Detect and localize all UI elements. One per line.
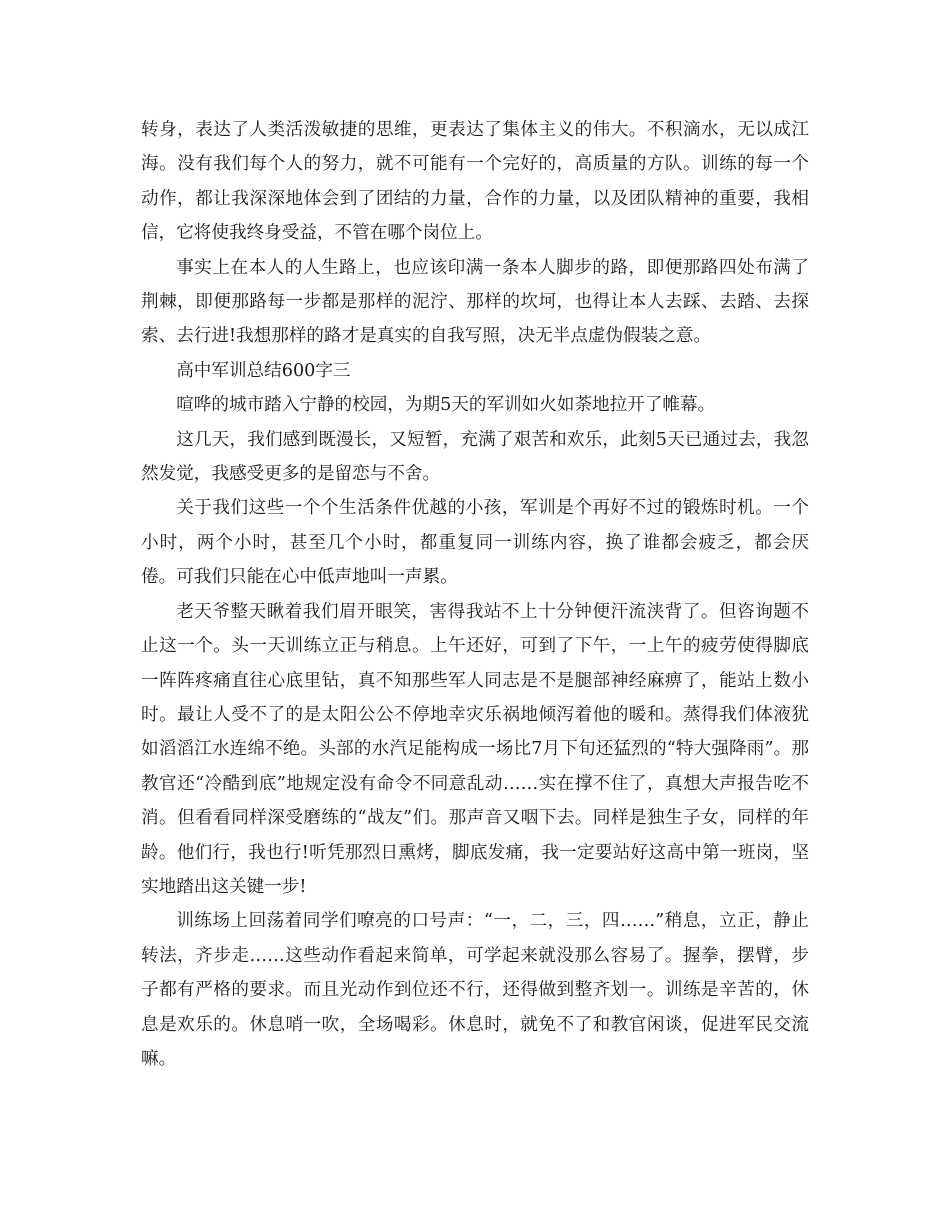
paragraph: 关于我们这些一个个生活条件优越的小孩，军训是个再好不过的锻炼时机。一个小时，两个小时，甚至几个小时，都重复同一训练内容，换了谁都会疲乏，都会厌倦。可我们只能在心中低声地叫一声累。 [141, 498, 809, 588]
paragraph: 训练场上回荡着同学们嘹亮的口号声：“一，二，三，四……”稍息，立正，静止转法，齐步走……这些动作看起来简单，可学起来就没那么容易了。握拳，摆臂，步子都有严格的要求。而且光动作到位还不行，还得做到整齐划一。训练是辛苦的，休息是欢乐的。休息哨一吹，全场喝彩。休息时，就免不了和教官闲谈，促进军民交流嘛。 [141, 911, 809, 1069]
paragraph-continuation: 转身，表达了人类活泼敏捷的思维，更表达了集体主义的伟大。不积滴水，无以成江海。没有我们每个人的努力，就不可能有一个完好的，高质量的方队。训练的每一个动作，都让我深深地体会到了团结的力量，合作的力量，以及团队精神的重要，我相信，它将使我终身受益，不管在哪个岗位上。 [141, 120, 809, 244]
section-heading: 高中军训总结600字三 [176, 360, 351, 381]
paragraph: 事实上在本人的人生路上，也应该印满一条本人脚步的路，即便那路四处布满了荆棘，即便那路每一步都是那样的泥泞、那样的坎坷，也得让本人去踩、去踏、去探索、去行进!我想那样的路才是真实的自我写照，决无半点虚伪假装之意。 [141, 257, 809, 347]
paragraph: 喧哗的城市踏入宁静的校园，为期5天的军训如火如荼地拉开了帷幕。 [176, 395, 716, 416]
paragraph: 这几天，我们感到既漫长，又短暂，充满了艰苦和欢乐，此刻5天已通过去，我忽然发觉，我感受更多的是留恋与不舍。 [141, 429, 809, 485]
document-body [141, 113, 809, 1076]
paragraph: 老天爷整天瞅着我们眉开眼笑，害得我站不上十分钟便汗流浃背了。但咨询题不止这一个。头一天训练立正与稍息。上午还好，可到了下午，一上午的疲劳使得脚底一阵阵疼痛直往心底里钻，真不知那些军人同志是不是腿部神经麻痹了，能站上数小时。最让人受不了的是太阳公公不停地幸灾乐祸地倾泻着他的暖和。蒸得我们体液犹如滔滔江水连绵不绝。头部的水汽足能构成一场比7月下旬还猛烈的“特大强降雨”。那教官还“冷酷到底”地规定没有命令不同意乱动……实在撑不住了，真想大声报告吃不消。但看看同样深受磨练的“战友”们。那声音又咽下去。同样是独生子女，同样的年龄。他们行，我也行!听凭那烈日熏烤，脚底发痛，我一定要站好这高中第一班岗，坚实地踏出这关键一步! [141, 601, 809, 897]
